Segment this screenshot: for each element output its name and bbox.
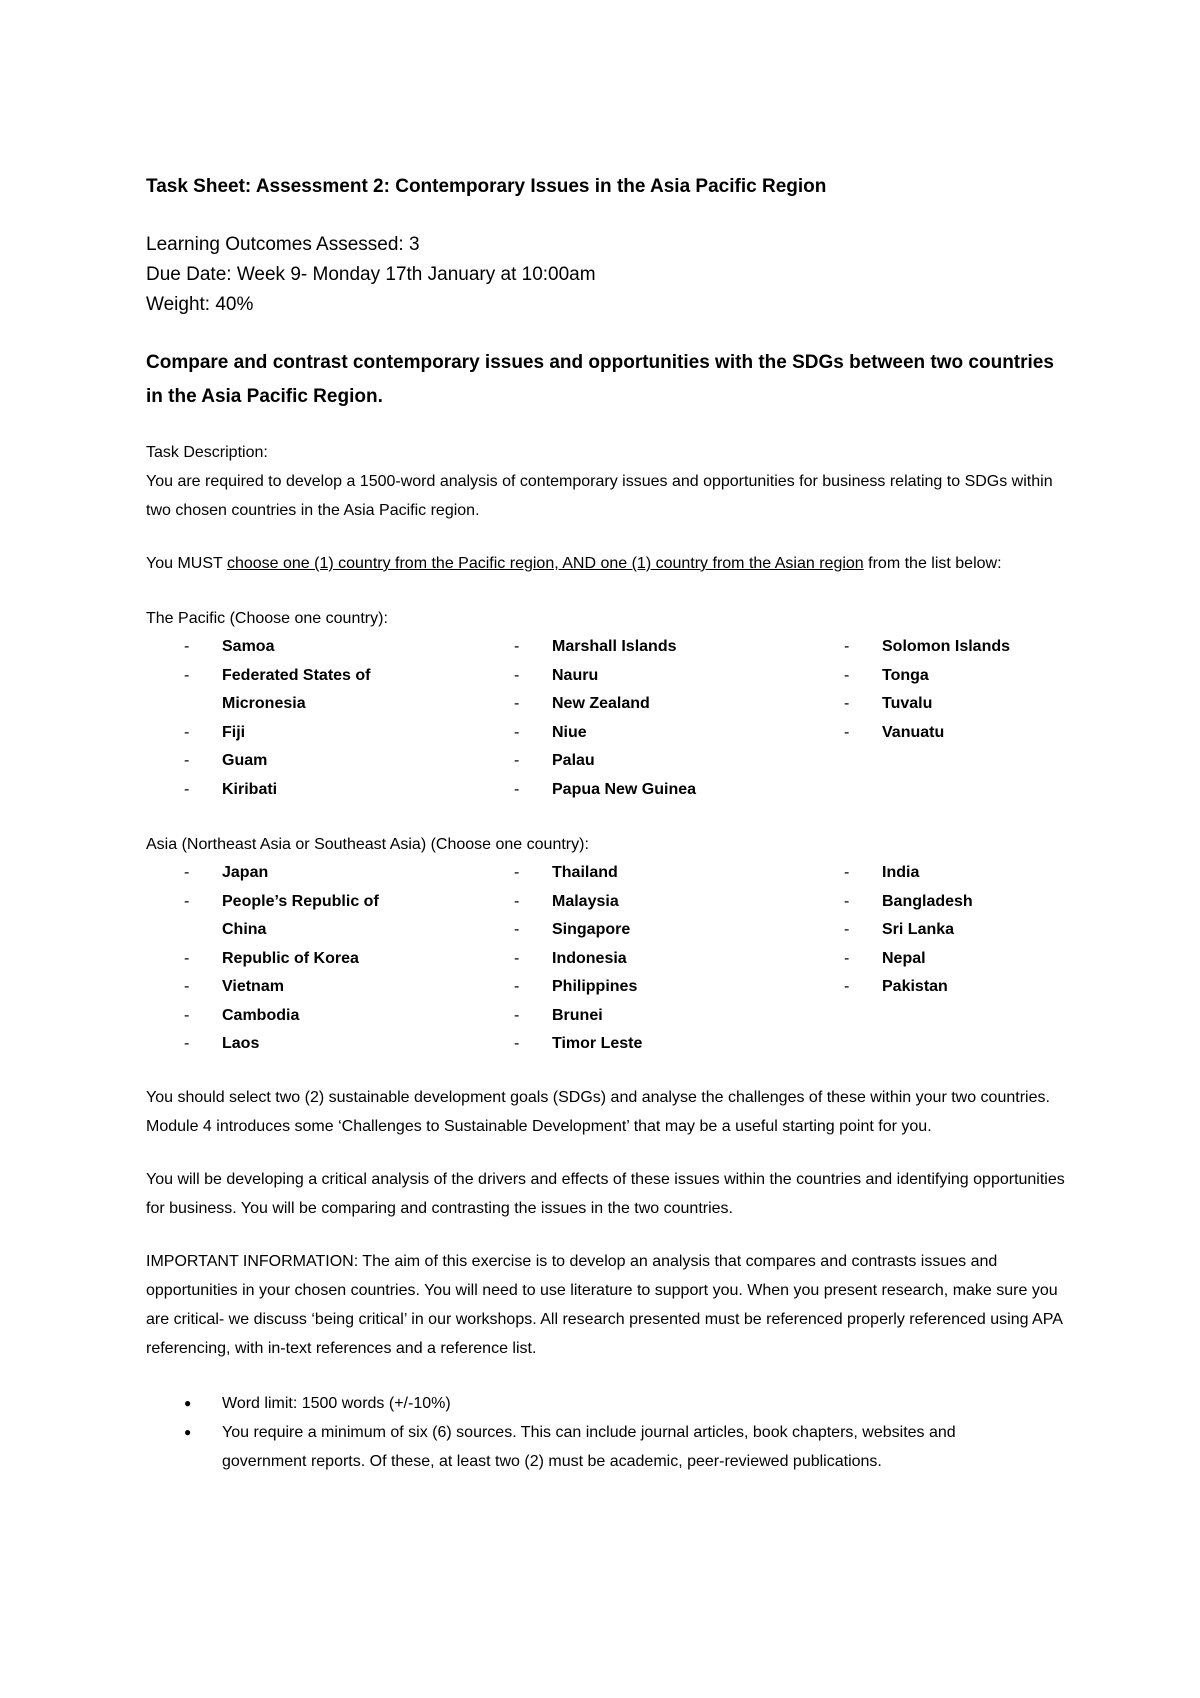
- dash-marker: -: [514, 892, 520, 910]
- country-list-item: [476, 1030, 806, 1059]
- dash-marker: -: [514, 780, 520, 798]
- dash-marker: -: [514, 723, 520, 741]
- country-name: Brunei: [552, 1006, 603, 1024]
- must-pre: You MUST: [146, 555, 227, 572]
- country-name: Republic of Korea: [222, 949, 359, 967]
- country-list-item: [146, 776, 476, 805]
- country-list-item: [806, 690, 1046, 719]
- country-name: Palau: [552, 752, 595, 769]
- dash-marker: -: [184, 780, 190, 798]
- pacific-col-1: [146, 633, 476, 804]
- country-name: Laos: [222, 1035, 260, 1052]
- asia-col-2: [476, 859, 806, 1059]
- country-name: Nepal: [882, 949, 926, 967]
- country-list-item: [146, 888, 476, 945]
- assessment-meta: [146, 230, 1066, 320]
- country-list-item: [476, 690, 806, 719]
- country-name: Timor Leste: [552, 1035, 643, 1052]
- task-description-text: You are required to develop a 1500-word analysis of contemporary issues and opportunities for business relating to SDGs within two chosen countries in the Asia Pacific region.: [146, 473, 1053, 519]
- dash-marker: -: [184, 978, 190, 995]
- country-list-item: [146, 973, 476, 1002]
- country-name: Indonesia: [552, 949, 627, 967]
- dash-marker: -: [184, 638, 190, 655]
- pacific-country-list: [146, 633, 1046, 804]
- country-list-item: [476, 633, 806, 662]
- dash-marker: -: [514, 864, 520, 881]
- asia-country-list: [146, 859, 1046, 1059]
- dash-marker: -: [184, 864, 190, 881]
- requirement-text: You require a minimum of six (6) sources. This can include journal articles, book chapters, websites and government reports. Of these, at least two (2) must be academic, peer-reviewed publications.: [222, 1423, 956, 1470]
- dash-marker: -: [844, 723, 850, 741]
- country-name: Philippines: [552, 978, 638, 995]
- country-name: Solomon Islands: [882, 638, 1011, 655]
- country-list-item: [806, 662, 1046, 691]
- country-name: People’s Republic of China: [222, 892, 379, 938]
- country-list-item: [146, 662, 476, 719]
- country-name: Niue: [552, 723, 587, 741]
- dash-marker: -: [184, 949, 190, 967]
- dash-marker: -: [514, 949, 520, 967]
- bullet-icon: ●: [184, 1424, 192, 1439]
- country-list-item: [806, 633, 1046, 662]
- country-name: India: [882, 864, 920, 881]
- country-list-item: [806, 916, 1046, 945]
- pacific-col-2: [476, 633, 806, 804]
- asia-label: Asia (Northeast Asia or Southeast Asia) (Choose one country):: [146, 836, 589, 853]
- requirement-item: [146, 1418, 1066, 1476]
- dash-marker: -: [844, 638, 850, 655]
- document-title: Task Sheet: Assessment 2: Contemporary Issues in the Asia Pacific Region: [146, 176, 827, 197]
- asia-col-3: [806, 859, 1046, 1059]
- country-name: Marshall Islands: [552, 638, 677, 655]
- country-name: Tuvalu: [882, 695, 933, 712]
- country-name: Sri Lanka: [882, 921, 955, 938]
- country-name: Papua New Guinea: [552, 780, 697, 798]
- country-list-item: [806, 888, 1046, 917]
- country-list-item: [146, 719, 476, 748]
- due-date: Due Date: Week 9- Monday 17th January at 10:00am: [146, 264, 596, 285]
- country-name: Singapore: [552, 921, 631, 938]
- country-list-item: [146, 1030, 476, 1059]
- task-description: [146, 438, 1066, 525]
- country-list-item: [476, 859, 806, 888]
- dash-marker: -: [514, 752, 520, 769]
- country-name: Guam: [222, 752, 268, 769]
- dash-marker: -: [514, 1035, 520, 1052]
- asia-col-1: [146, 859, 476, 1059]
- country-list-item: [146, 945, 476, 974]
- country-list-item: [806, 973, 1046, 1002]
- dash-marker: -: [844, 666, 850, 684]
- country-list-item: [146, 859, 476, 888]
- country-name: Malaysia: [552, 892, 619, 910]
- pacific-col-3: [806, 633, 1046, 804]
- country-name: Cambodia: [222, 1006, 300, 1024]
- country-list-item: [476, 1002, 806, 1031]
- dash-marker: -: [514, 1006, 520, 1024]
- country-name: Kiribati: [222, 780, 278, 798]
- dash-marker: -: [514, 978, 520, 995]
- dash-marker: -: [514, 921, 520, 938]
- dash-marker: -: [184, 723, 190, 741]
- must-underlined: choose one (1) country from the Pacific region, AND one (1) country from the Asian region: [226, 555, 864, 572]
- task-heading: Compare and contrast contemporary issues and opportunities with the SDGs between two countries in the Asia Pacific Region.: [146, 352, 1054, 407]
- country-name: Thailand: [552, 864, 618, 881]
- country-list-item: [146, 1002, 476, 1031]
- dash-marker: -: [844, 921, 850, 938]
- dash-marker: -: [514, 695, 520, 712]
- country-name: Japan: [222, 864, 269, 881]
- dash-marker: -: [514, 666, 520, 684]
- country-list-item: [476, 776, 806, 805]
- dash-marker: -: [844, 949, 850, 967]
- country-list-item: [476, 916, 806, 945]
- country-name: Vanuatu: [882, 723, 945, 741]
- dash-marker: -: [184, 1035, 190, 1052]
- task-description-label: Task Description:: [146, 444, 268, 461]
- country-name: Tonga: [882, 666, 929, 684]
- country-list-item: [806, 945, 1046, 974]
- critical-analysis-paragraph: You will be developing a critical analysis of the drivers and effects of these issues within the countries and identifying opportunities for business. You will be comparing and contrasting the issues in the two countries.: [146, 1170, 1065, 1217]
- must-post: from the list below:: [863, 555, 1002, 572]
- requirement-item: [146, 1389, 1066, 1418]
- dash-marker: -: [184, 666, 190, 684]
- important-information-paragraph: IMPORTANT INFORMATION: The aim of this exercise is to develop an analysis that compares and contrasts issues and opportunities in your chosen countries. You will need to use literature to support you. When you present research, make sure you are critical- we discuss ‘being critical’ in our workshops. All research presented must be referenced properly referenced using APA referencing, with in-text references and a reference list.: [146, 1252, 1062, 1357]
- country-list-item: [476, 945, 806, 974]
- country-name: New Zealand: [552, 695, 650, 712]
- pacific-label: The Pacific (Choose one country):: [146, 610, 388, 627]
- country-list-item: [476, 888, 806, 917]
- country-name: Nauru: [552, 666, 599, 684]
- country-list-item: [146, 747, 476, 776]
- bullet-icon: ●: [184, 1395, 192, 1410]
- country-list-item: [476, 973, 806, 1002]
- document-page: [146, 172, 1066, 1476]
- requirements-list: [146, 1389, 1066, 1476]
- country-name: Fiji: [222, 723, 246, 741]
- country-name: Vietnam: [222, 978, 284, 995]
- dash-marker: -: [184, 752, 190, 769]
- dash-marker: -: [184, 892, 190, 910]
- requirement-text: Word limit: 1500 words (+/-10%): [222, 1394, 451, 1412]
- country-list-item: [476, 719, 806, 748]
- must-choose-paragraph: [146, 549, 1066, 578]
- dash-marker: -: [514, 638, 520, 655]
- dash-marker: -: [844, 695, 850, 712]
- country-list-item: [476, 747, 806, 776]
- country-list-item: [476, 662, 806, 691]
- dash-marker: -: [844, 978, 850, 995]
- country-name: Samoa: [222, 638, 275, 655]
- country-name: Federated States of Micronesia: [222, 666, 371, 712]
- country-list-item: [806, 859, 1046, 888]
- dash-marker: -: [844, 892, 850, 910]
- select-sdgs-paragraph: You should select two (2) sustainable development goals (SDGs) and analyse the challenges of these within your two countries. Module 4 introduces some ‘Challenges to Sustainable Development’ that may be a useful starting point for you.: [146, 1088, 1050, 1135]
- learning-outcomes: Learning Outcomes Assessed: 3: [146, 234, 420, 255]
- country-list-item: [806, 719, 1046, 748]
- country-name: Pakistan: [882, 978, 948, 995]
- country-name: Bangladesh: [882, 892, 973, 910]
- weight: Weight: 40%: [146, 294, 254, 315]
- dash-marker: -: [184, 1006, 190, 1024]
- dash-marker: -: [844, 864, 850, 881]
- country-list-item: [146, 633, 476, 662]
